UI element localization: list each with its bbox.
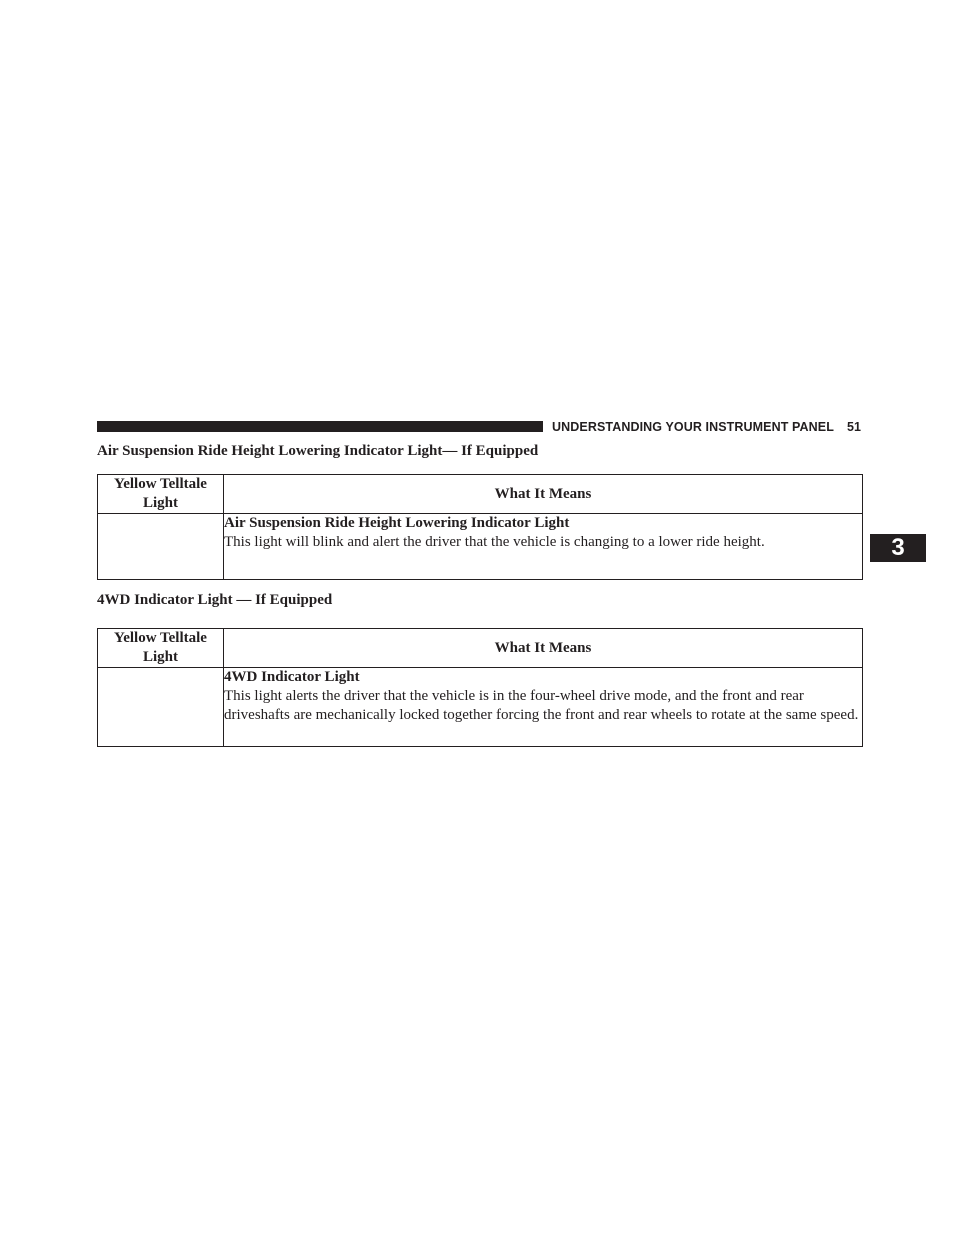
indicator-name: Air Suspension Ride Height Lowering Indicator Light	[224, 515, 570, 531]
table-row	[98, 514, 863, 580]
table-header-row	[98, 475, 863, 514]
column-header-meaning: What It Means	[224, 475, 863, 514]
column-header-meaning: What It Means	[224, 629, 863, 668]
section-title-air-suspension: Air Suspension Ride Height Lowering Indicator Light— If Equipped	[97, 443, 539, 459]
table-header-row	[98, 629, 863, 668]
indicator-description: This light will blink and alert the driver that the vehicle is changing to a lower ride height.	[224, 534, 765, 550]
meaning-cell	[224, 668, 863, 747]
section-title-4wd: 4WD Indicator Light — If Equipped	[97, 592, 333, 608]
indicator-description: This light alerts the driver that the vehicle is in the four-wheel drive mode, and the front and rear driveshafts are mechanically locked together forcing the front and rear wheels to rotate at the same speed.	[224, 688, 859, 723]
telltale-icon-cell	[98, 514, 224, 580]
chapter-tab: 3	[870, 534, 926, 562]
header-rule	[97, 421, 543, 432]
telltale-icon-cell	[98, 668, 224, 747]
telltale-table-4wd	[97, 628, 863, 747]
meaning-cell	[224, 514, 863, 580]
column-header-telltale: Yellow Telltale Light	[98, 629, 224, 668]
page-number: 51	[847, 420, 861, 434]
indicator-name: 4WD Indicator Light	[224, 669, 360, 685]
running-header: UNDERSTANDING YOUR INSTRUMENT PANEL	[552, 420, 834, 434]
table-row	[98, 668, 863, 747]
column-header-telltale: Yellow Telltale Light	[98, 475, 224, 514]
telltale-table-air-suspension	[97, 474, 863, 580]
